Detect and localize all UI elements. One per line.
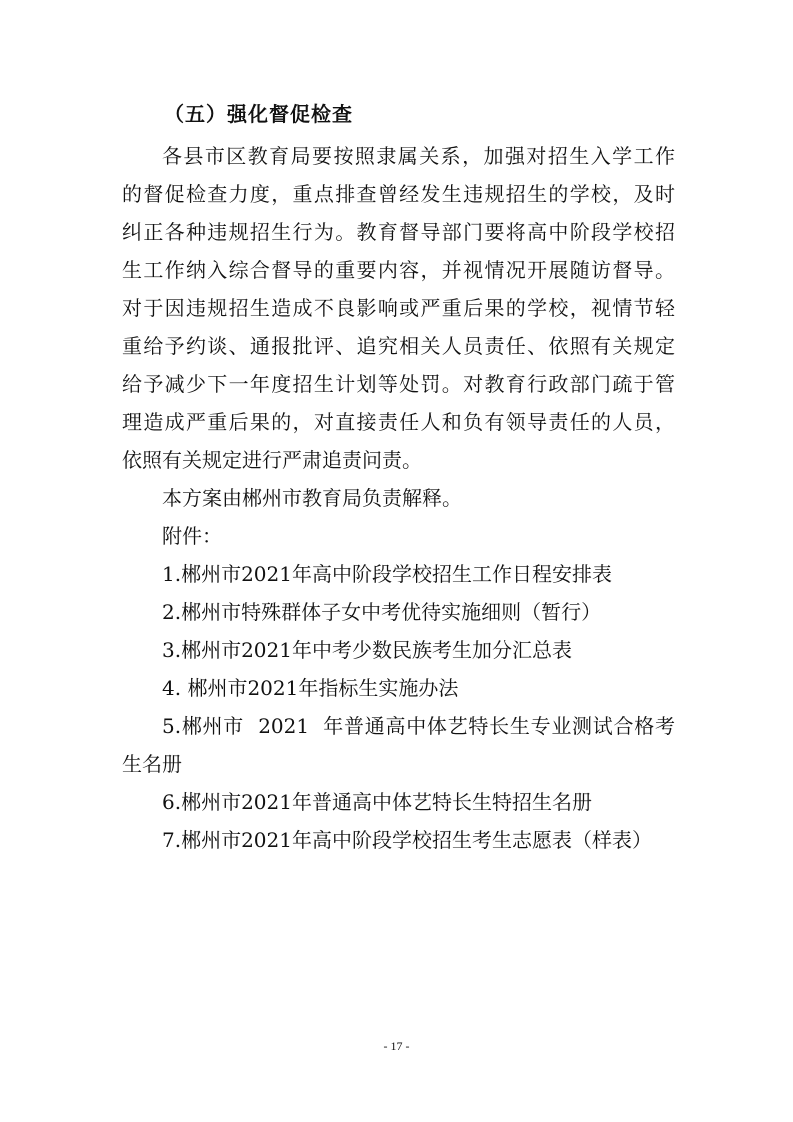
- paragraph-line: 的督促检查力度，重点排查曾经发生违规招生的学校，及时: [122, 182, 675, 206]
- paragraph-line: 重给予约谈、通报批评、追究相关人员责任、依照有关规定: [122, 334, 675, 358]
- paragraph-line: 生工作纳入综合督导的重要内容，并视情况开展随访督导。: [122, 258, 675, 282]
- paragraph-line: 各县市区教育局要按照隶属关系，加强对招生入学工作: [162, 144, 675, 168]
- attachments-label: 附件：: [162, 524, 222, 548]
- attachment-item: 6.郴州市2021年普通高中体艺特长生特招生名册: [162, 790, 592, 814]
- attachment-item-continuation: 生名册: [122, 752, 182, 776]
- attachment-item: 5.郴州市 2021 年普通高中体艺特长生专业测试合格考: [162, 714, 675, 738]
- page-number: - 17 -: [383, 1039, 410, 1053]
- paragraph-line: 依照有关规定进行严肃追责问责。: [122, 448, 422, 472]
- paragraph-line: 对于因违规招生造成不良影响或严重后果的学校，视情节轻: [122, 296, 675, 320]
- attachment-item: 2.郴州市特殊群体子女中考优待实施细则（暂行）: [162, 600, 602, 624]
- paragraph-line: 理造成严重后果的，对直接责任人和负有领导责任的人员，: [122, 410, 675, 434]
- paragraph-line: 给予减少下一年度招生计划等处罚。对教育行政部门疏于管: [122, 372, 675, 396]
- interpretation-note: 本方案由郴州市教育局负责解释。: [162, 486, 462, 510]
- attachment-item: 3.郴州市2021年中考少数民族考生加分汇总表: [162, 638, 572, 662]
- attachment-item: 7.郴州市2021年高中阶段学校招生考生志愿表（样表）: [162, 828, 652, 852]
- attachment-item: 4. 郴州市2021年指标生实施办法: [162, 676, 459, 700]
- paragraph-line: 纠正各种违规招生行为。教育督导部门要将高中阶段学校招: [122, 220, 675, 244]
- attachment-item: 1.郴州市2021年高中阶段学校招生工作日程安排表: [162, 562, 612, 586]
- section-heading: （五）强化督促检查: [164, 102, 353, 126]
